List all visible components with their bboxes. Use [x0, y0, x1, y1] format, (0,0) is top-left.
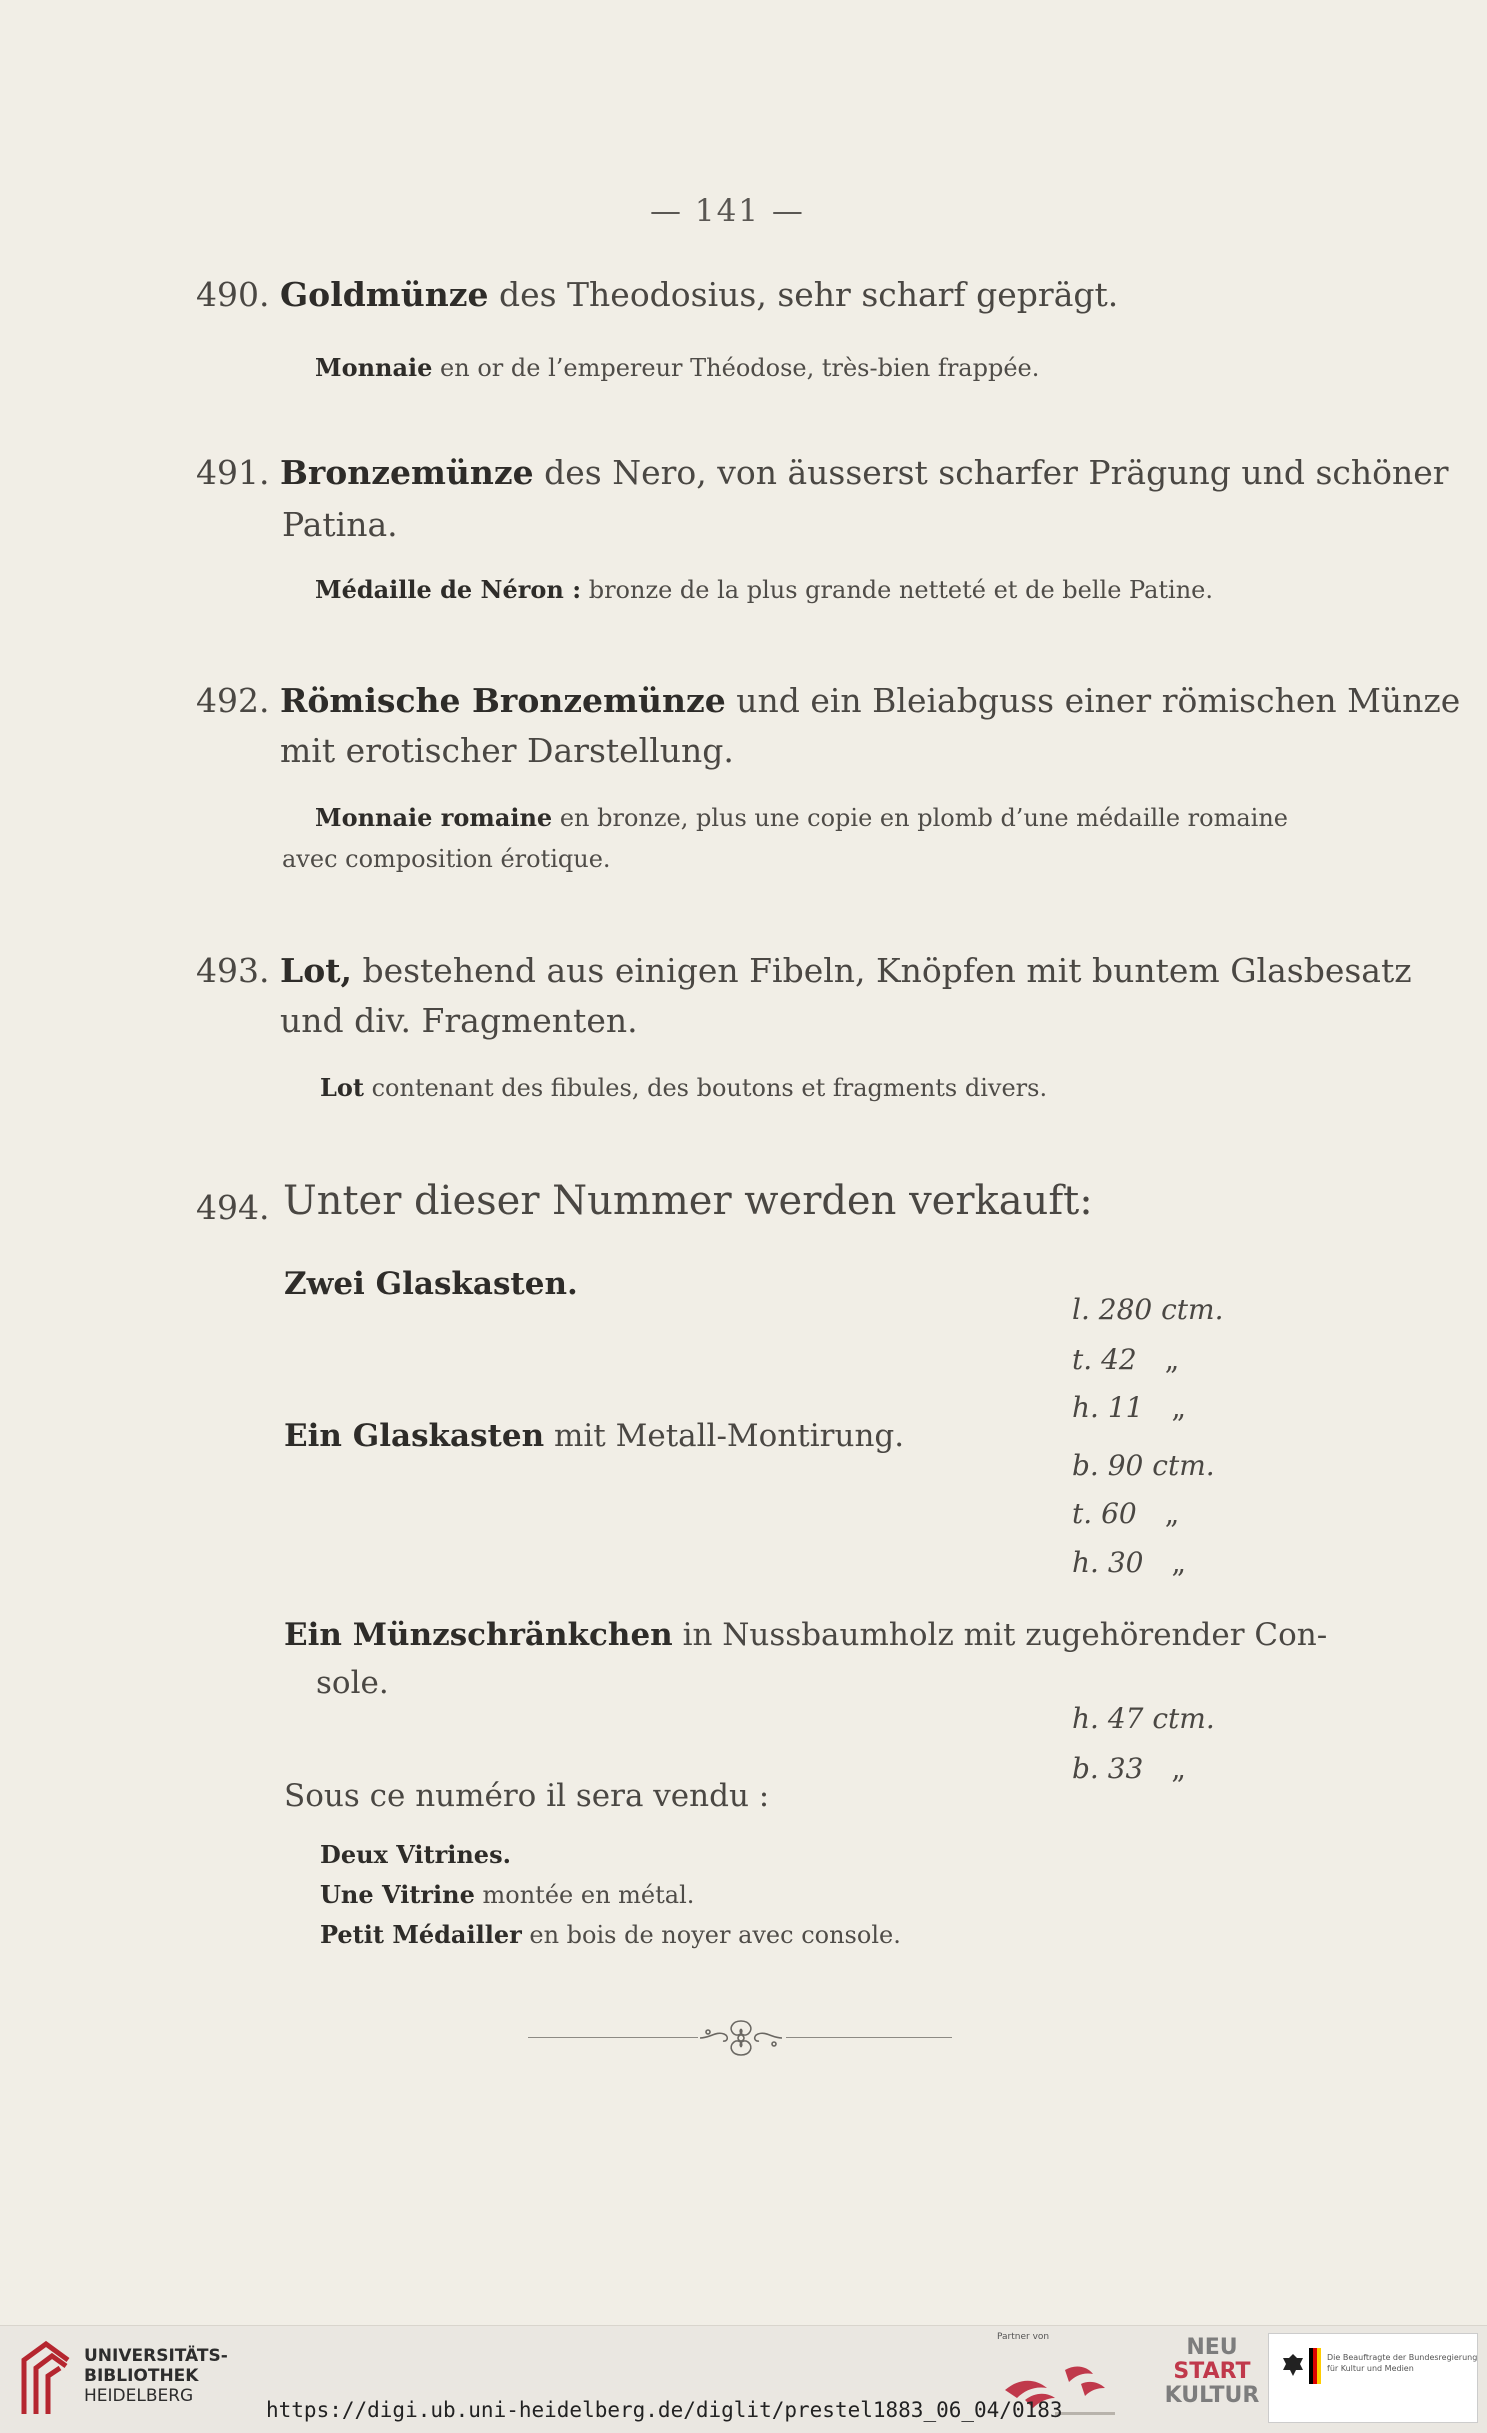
entry-493-de-text: bestehend aus einigen Fibeln, Knöpfen mit buntem Glasbesatz	[351, 951, 1412, 990]
dim-h-11	[1072, 1391, 1186, 1424]
ditto-mark: „	[1171, 1752, 1186, 1785]
entry-490-de-bold: Goldmünze	[280, 275, 489, 314]
dim-label: b.	[1072, 1449, 1099, 1482]
fr-item-bold: Une Vitrine	[320, 1880, 475, 1909]
dim-h-30	[1072, 1546, 1186, 1579]
entry-number-493: 493.	[196, 951, 270, 990]
dim-label: h.	[1072, 1702, 1099, 1735]
fr-item-deux-vitrines	[320, 1840, 511, 1869]
entry-493-fr-text: contenant des fibules, des boutons et fragments divers.	[363, 1074, 1048, 1102]
entry-491-de-text: des Nero, von äusserst scharfer Prägung und schöner	[533, 453, 1449, 492]
permalink-url[interactable]: https://digi.ub.uni-heidelberg.de/diglit/prestel1883_06_04/0183	[266, 2398, 1063, 2422]
dim-value: 60	[1101, 1497, 1137, 1530]
dim-t-42	[1072, 1343, 1179, 1376]
dim-label: h.	[1072, 1391, 1099, 1424]
entry-490-de	[280, 275, 1118, 314]
item-muenzschraenkchen-bold: Ein Münzschränkchen	[284, 1617, 673, 1653]
bkm-line2: für Kultur und Medien	[1327, 2364, 1414, 2373]
start-text: START	[1173, 2359, 1251, 2384]
item-muenzschraenkchen-line2: sole.	[316, 1665, 389, 1701]
dim-label: l.	[1072, 1293, 1090, 1326]
dim-h-47	[1072, 1702, 1215, 1735]
entry-491-de	[280, 453, 1449, 492]
item-ein-glaskasten-text: mit Metall-Montirung.	[544, 1418, 905, 1454]
federal-eagle-icon	[1281, 2352, 1305, 2378]
entry-490-fr-bold: Monnaie	[315, 353, 433, 382]
dim-value: 11	[1107, 1391, 1144, 1424]
dim-t-60	[1072, 1497, 1179, 1530]
fr-intro: Sous ce numéro il sera vendu :	[284, 1778, 770, 1814]
entry-492-fr-bold: Monnaie romaine	[315, 803, 553, 832]
entry-492-fr-line2: avec composition érotique.	[282, 845, 611, 873]
entry-number-494: 494.	[196, 1188, 270, 1227]
dim-value: 280 ctm.	[1098, 1293, 1224, 1326]
dim-label: h.	[1072, 1546, 1099, 1579]
entry-493-de	[280, 951, 1412, 990]
neu-text: NEU	[1186, 2335, 1238, 2360]
library-logo-icon[interactable]	[16, 2340, 74, 2418]
partner-label: Partner von	[997, 2332, 1050, 2342]
bkm-logo[interactable]	[1268, 2333, 1478, 2423]
ornament-line-right	[786, 2037, 952, 2038]
entry-number-490: 490.	[196, 275, 270, 314]
dim-label: b.	[1072, 1752, 1099, 1785]
flag-bar-gold	[1317, 2348, 1321, 2384]
dim-label: t.	[1072, 1343, 1093, 1376]
library-line1: UNIVERSITÄTS-	[84, 2346, 228, 2366]
library-name[interactable]	[84, 2346, 228, 2406]
neustart-kultur-logo[interactable]	[1164, 2336, 1260, 2408]
bkm-text	[1327, 2352, 1477, 2374]
ditto-mark: „	[1171, 1391, 1186, 1424]
entry-491-fr-text: bronze de la plus grande netteté et de belle Patine.	[581, 576, 1214, 604]
entry-492-fr-text: en bronze, plus une copie en plomb d’une médaille romaine	[552, 804, 1288, 832]
bkm-line1: Die Beauftragte der Bundesregierung	[1327, 2353, 1478, 2362]
page-number: — 141 —	[650, 193, 805, 229]
item-muenzschraenkchen-text: in Nussbaumholz mit zugehörender Con-	[672, 1617, 1328, 1653]
fr-item-text: en bois de noyer avec console.	[521, 1921, 901, 1949]
entry-492-de	[280, 681, 1460, 720]
entry-number-491: 491.	[196, 453, 270, 492]
entry-493-de-line2: und div. Fragmenten.	[280, 1001, 638, 1040]
item-ein-glaskasten-bold: Ein Glaskasten	[284, 1418, 545, 1454]
entry-492-de-line2: mit erotischer Darstellung.	[280, 731, 734, 770]
item-muenzschraenkchen	[284, 1617, 1327, 1653]
ornament-flourish-icon	[698, 2015, 784, 2061]
dim-value: 90 ctm.	[1107, 1449, 1215, 1482]
fr-item-text: montée en métal.	[474, 1881, 695, 1909]
entry-490-fr-text: en or de l’empereur Théodose, très-bien frappée.	[432, 354, 1040, 382]
entry-490-fr	[315, 353, 1039, 382]
kultur-text: KULTUR	[1164, 2383, 1260, 2408]
entry-493-fr	[320, 1073, 1047, 1102]
entry-number-492: 492.	[196, 681, 270, 720]
fr-item-petit-medailler	[320, 1920, 901, 1949]
dim-b-90	[1072, 1449, 1215, 1482]
ditto-mark: „	[1164, 1343, 1180, 1376]
ditto-mark: „	[1164, 1497, 1180, 1530]
entry-492-de-text: und ein Bleiabguss einer römischen Münze	[725, 681, 1461, 720]
fr-item-bold: Petit Médailler	[320, 1920, 522, 1949]
dim-value: 47 ctm.	[1107, 1702, 1215, 1735]
ditto-mark: „	[1171, 1546, 1186, 1579]
entry-492-fr	[315, 803, 1288, 832]
library-line3: HEIDELBERG	[84, 2386, 194, 2406]
dim-l-280	[1072, 1293, 1224, 1326]
dim-value: 30	[1107, 1546, 1144, 1579]
dim-value: 42	[1101, 1343, 1137, 1376]
entry-494-heading: Unter dieser Nummer werden verkauft:	[283, 1178, 1093, 1224]
entry-491-de-bold: Bronzemünze	[280, 453, 534, 492]
entry-493-fr-bold: Lot	[320, 1073, 364, 1102]
entry-491-fr-bold: Médaille de Néron :	[315, 575, 582, 604]
fr-item-une-vitrine	[320, 1880, 694, 1909]
entry-493-de-bold: Lot,	[280, 951, 352, 990]
entry-490-de-text: des Theodosius, sehr scharf geprägt.	[488, 275, 1119, 314]
footer-bar	[0, 2325, 1487, 2433]
ornament-line-left	[528, 2037, 698, 2038]
dim-b-33	[1072, 1752, 1186, 1785]
library-line2: BIBLIOTHEK	[84, 2366, 199, 2386]
item-zwei-glaskasten: Zwei Glaskasten.	[284, 1266, 578, 1302]
dim-value: 33	[1107, 1752, 1144, 1785]
entry-491-fr	[315, 575, 1213, 604]
item-ein-glaskasten	[284, 1418, 904, 1454]
entry-492-de-bold: Römische Bronzemünze	[280, 681, 726, 720]
fr-item-bold: Deux Vitrines.	[320, 1840, 511, 1869]
dim-label: t.	[1072, 1497, 1093, 1530]
entry-491-de-line2: Patina.	[282, 505, 398, 544]
